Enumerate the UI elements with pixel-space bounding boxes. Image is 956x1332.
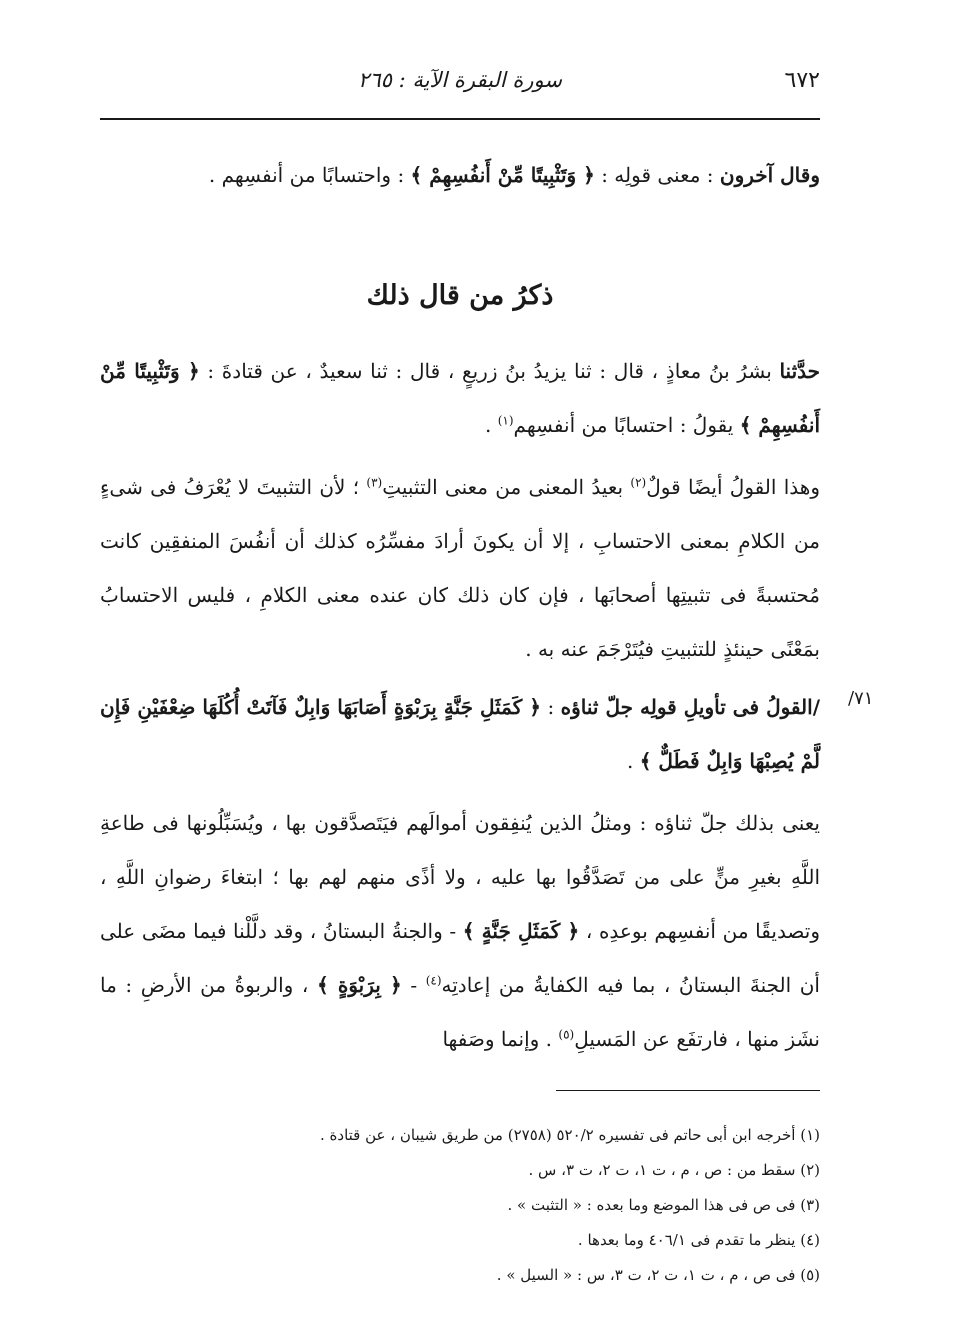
quran-quote: ﴿ كَمَثَلِ جَنَّةٍ بِرَبْوَةٍ أَصَابَهَا وَابِلٌ فَآتَتْ أُكُلَهَا ضِعْفَيْنِ فَإِن لَّمْ يُصِبْهَا وَابِلٌ فَطَلٌّ ﴾	[100, 695, 820, 773]
quran-quote: ﴿ بِرَبْوَةٍ ﴾	[316, 973, 402, 997]
section-heading: ذكرُ من قال ذلك	[366, 280, 554, 311]
paragraph-5-text-3: -	[401, 973, 426, 997]
footnote-rule	[556, 1090, 820, 1091]
paragraph-2-text-3: .	[484, 413, 498, 437]
footnote-ref-2: (٢)	[630, 475, 647, 490]
paragraph-5-text-4: ، والربوةُ من الأرضِ : ما نشَز منها ، فارتفَع عن المَسيلِ	[100, 973, 820, 1051]
paragraph-1	[100, 148, 820, 202]
paragraph-1-text-1: : معنى قولِه :	[594, 163, 720, 187]
footnote-4: (٤) ينظر ما تقدم فى ٤٠٦/١ وما بعدها .	[577, 1231, 820, 1249]
paragraph-4-lead: /القولُ فى تأويلِ قولِه جلّ ثناؤه	[560, 695, 821, 719]
paragraph-4-text-2: .	[627, 749, 640, 773]
footnote-ref-5: (٥)	[558, 1027, 575, 1042]
footnote-ref-4: (٤)	[425, 973, 442, 988]
quran-quote: ﴿ وَتَثْبِيتًا مِّنْ أَنفُسِهِمْ ﴾	[100, 359, 820, 437]
paragraph-3-text-2: بعيدُ المعنى من معنى التثبيتِ	[382, 475, 631, 499]
paragraph-2-text-2: يقولُ : احتسابًا من أنفسِهم	[513, 413, 740, 437]
footnotes	[100, 1118, 820, 1293]
paragraph-5-text-1: يعنى بذلك جلّ ثناؤه : ومثلُ الذين يُنفِقون أموالَهم فيَتَصدَّقون بها ، ويُسَبِّلُونها فى طاعةِ اللَّهِ بغيرِ منٍّ على من تَصَدَّقُوا بها عليه ، ولا أذًى منهم لهم بها ؛ ابتغاءَ رضوانِ اللَّهِ ، وتصديقًا من أنفسِهم بوعدِه ،	[100, 811, 821, 943]
paragraph-2-lead: حدَّثنا	[779, 359, 820, 383]
paragraph-3-text-3: ؛ لأن التثبيتَ لا يُعْرَفُ فى شىءٍ من الكلامِ بمعنى الاحتسابِ ، إلا أن يكونَ أرادَ مفسِّرُه كذلك أن أنفُسَ المنفقِين كانت مُحتسبةً فى تثبيتِها أصحابَها ، فإن كان ذلك كان عنده معنى الكلامِ ، فليس الاحتسابُ بمَعْنًى حينئذٍ للتثبيتِ فيُتَرْجَمَ عنه به .	[100, 475, 820, 661]
paragraph-1-lead: وقال آخرون	[719, 163, 820, 187]
paragraph-5	[100, 796, 820, 1066]
running-title: سورة البقرة الآية : ٢٦٥	[358, 68, 562, 92]
paragraph-5-text-5: . وإنما وصَفها	[442, 1027, 559, 1051]
page-header	[100, 68, 820, 108]
paragraph-4-text-1: :	[541, 695, 561, 719]
footnote-ref-1: (١)	[497, 413, 514, 428]
page-number: ٦٧٢	[784, 68, 820, 93]
paragraph-3	[100, 460, 820, 676]
paragraph-5-text-2: - والجنةُ البستانُ ، وقد دلَّلْنا فيما مضَى على أن الجنةَ البستانُ ، بما فيه الكفايةُ من إعادتِه	[100, 919, 820, 997]
paragraph-3-text-1: وهذا القولُ أيضًا قولٌ	[646, 475, 820, 499]
paragraph-4	[100, 680, 820, 788]
quran-quote: ﴿ وَتَثْبِيتًا مِّنْ أَنفُسِهِمْ ﴾	[410, 163, 595, 187]
header-rule	[100, 118, 820, 120]
paragraph-1-text-2: : واحتسابًا من أنفسِهم .	[208, 163, 411, 187]
footnote-2: (٢) سقط من : ص ، م ، ت ١، ت ٢، ت ٣، س .	[528, 1161, 820, 1179]
footnote-3: (٣) فى ص فى هذا الموضع وما بعده : « التثبت » .	[507, 1196, 820, 1214]
margin-note: ٧١/	[848, 688, 874, 709]
quran-quote: ﴿ كَمَثَلِ جَنَّةٍ ﴾	[462, 919, 580, 943]
paragraph-2-text-1: بشرُ بنُ معاذٍ ، قال : ثنا يزيدُ بنُ زريعٍ ، قال : ثنا سعيدٌ ، عن قتادةَ :	[199, 359, 780, 383]
paragraph-2	[100, 344, 820, 452]
footnote-5: (٥) فى ص ، م ، ت ١، ت ٢، ت ٣، س : « السيل » .	[496, 1266, 820, 1284]
footnote-ref-3: (٣)	[366, 475, 383, 490]
footnote-1: (١) أخرجه ابن أبى حاتم فى تفسيره ٥٢٠/٢ (٢٧٥٨) من طريق شيبان ، عن قتادة .	[320, 1126, 820, 1144]
